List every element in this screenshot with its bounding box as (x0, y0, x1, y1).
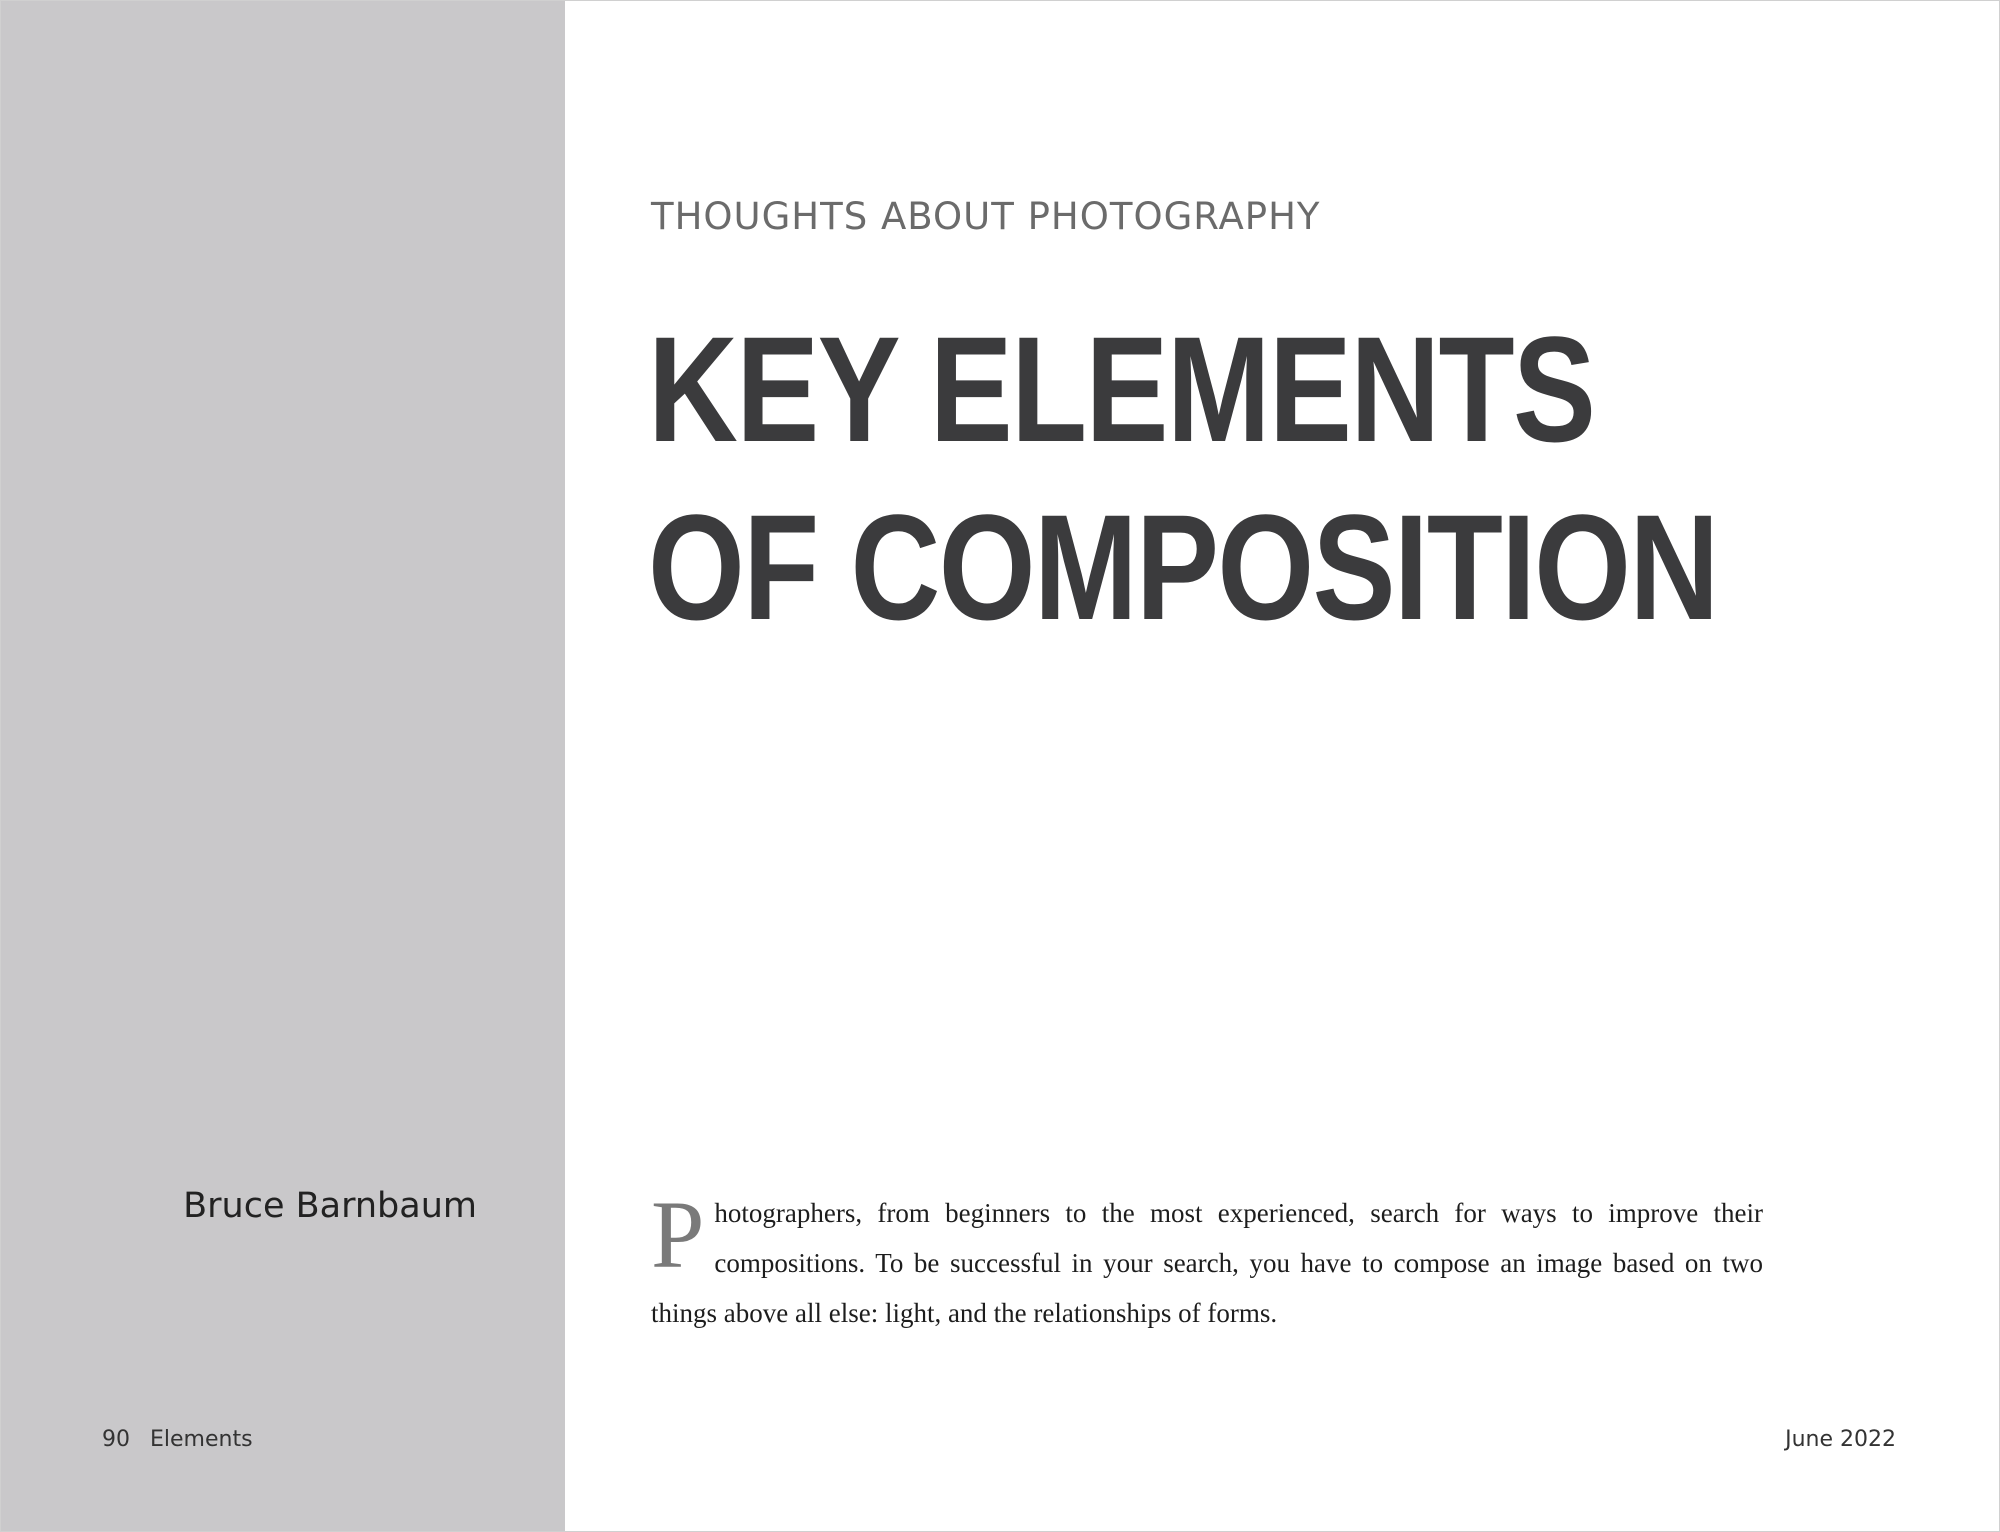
title-line-2: OF COMPOSITION (648, 483, 1718, 651)
author-name: Bruce Barnbaum (183, 1186, 477, 1226)
article-title (648, 300, 1937, 656)
intro-text: hotographers, from beginners to the most experienced, search for ways to improve their compositions. To be successful in your search, you have to compose an image based on two things above all else: light, and the relationships of forms. (651, 1198, 1763, 1328)
issue-date: June 2022 (1785, 1427, 1896, 1452)
drop-cap: P (651, 1181, 705, 1288)
page-folio (102, 1427, 253, 1452)
section-kicker: THOUGHTS ABOUT PHOTOGRAPHY (651, 195, 1321, 238)
intro-paragraph (651, 1181, 1763, 1338)
page-number: 90 (102, 1427, 130, 1452)
sidebar-panel (0, 0, 565, 1532)
title-line-1: KEY ELEMENTS (648, 305, 1595, 473)
publication-name: Elements (150, 1427, 253, 1452)
